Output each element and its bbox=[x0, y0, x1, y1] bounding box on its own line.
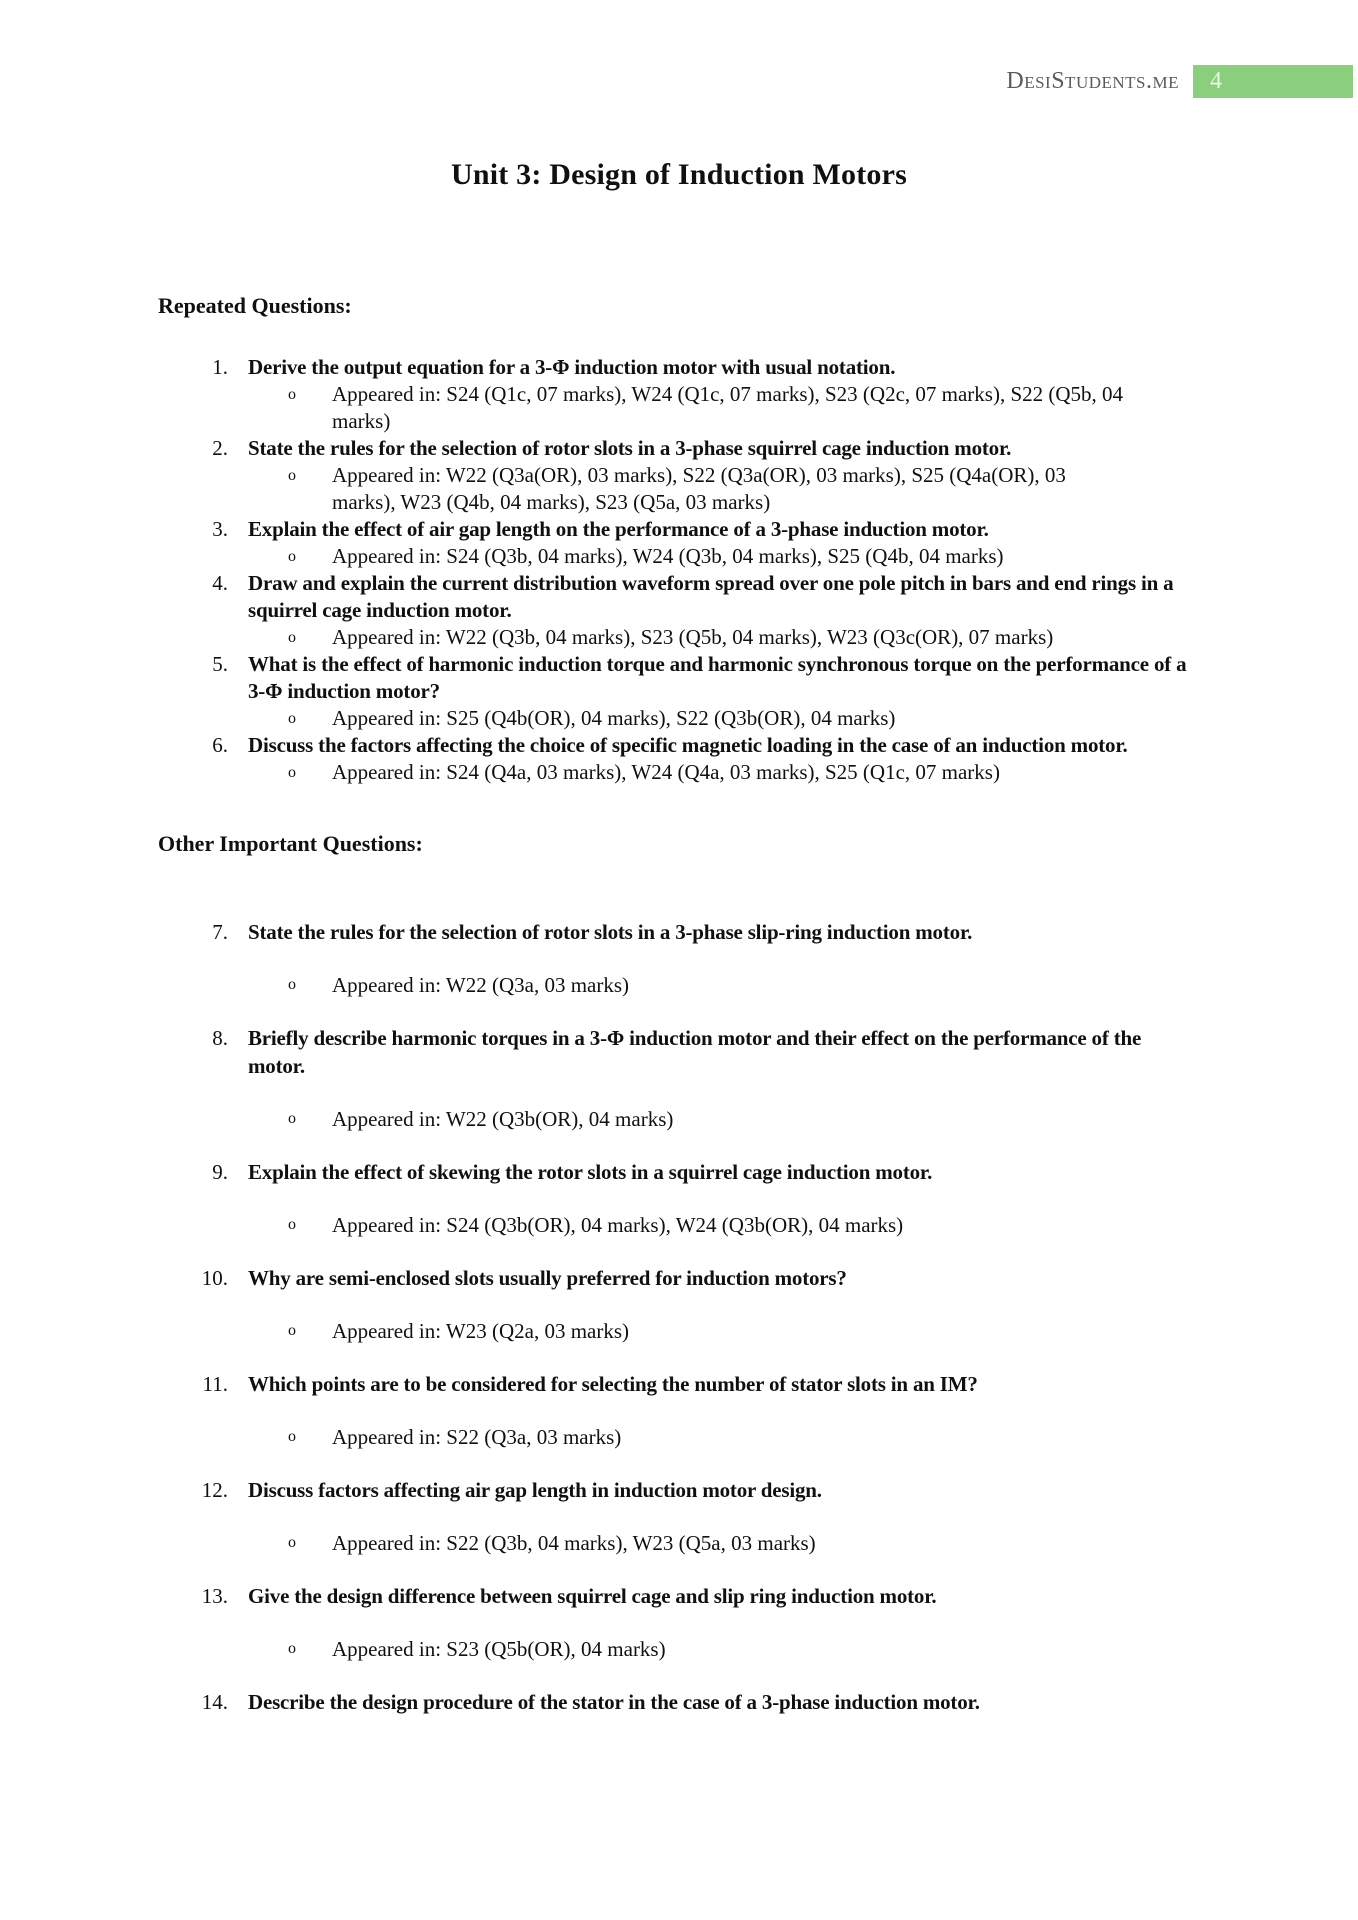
circle-bullet-icon: o bbox=[288, 1428, 296, 1445]
circle-bullet-icon: o bbox=[288, 1322, 296, 1339]
question-number: 6. bbox=[212, 733, 228, 757]
document-title: Unit 3: Design of Induction Motors bbox=[451, 158, 907, 191]
appeared-line bbox=[160, 1635, 1205, 1663]
appeared-line bbox=[160, 1211, 1205, 1239]
question-item-5 bbox=[160, 651, 1205, 732]
question-text: Describe the design procedure of the stator in the case of a 3-phase induction motor. bbox=[248, 1690, 980, 1714]
appeared-line bbox=[160, 462, 1205, 516]
question-item-6 bbox=[160, 732, 1205, 786]
circle-bullet-icon: o bbox=[288, 386, 296, 403]
circle-bullet-icon: o bbox=[288, 1110, 296, 1127]
question-text: Explain the effect of air gap length on the performance of a 3-phase induction motor. bbox=[248, 517, 989, 541]
question-text: Explain the effect of skewing the rotor slots in a squirrel cage induction motor. bbox=[248, 1160, 933, 1184]
question-item-1 bbox=[160, 354, 1205, 435]
circle-bullet-icon: o bbox=[288, 764, 296, 781]
appeared-line bbox=[160, 705, 1205, 732]
question-number: 4. bbox=[212, 571, 228, 595]
appeared-text: Appeared in: S25 (Q4b(OR), 04 marks), S22 (Q3b(OR), 04 marks) bbox=[332, 706, 896, 730]
question-number: 5. bbox=[212, 652, 228, 676]
question-text: Which points are to be considered for selecting the number of stator slots in an IM? bbox=[248, 1372, 978, 1396]
appeared-line bbox=[160, 759, 1205, 786]
question-item-9 bbox=[160, 1158, 1205, 1239]
question-item-4 bbox=[160, 570, 1205, 651]
question-item-2 bbox=[160, 435, 1205, 516]
appeared-line bbox=[160, 1105, 1205, 1133]
question-item-11 bbox=[160, 1370, 1205, 1451]
circle-bullet-icon: o bbox=[288, 629, 296, 646]
circle-bullet-icon: o bbox=[288, 548, 296, 565]
question-number: 12. bbox=[201, 1478, 228, 1502]
appeared-text: Appeared in: W23 (Q2a, 03 marks) bbox=[332, 1319, 630, 1343]
question-text: Discuss the factors affecting the choice of specific magnetic loading in the case of an induction motor. bbox=[248, 733, 1128, 757]
question-item-12 bbox=[160, 1476, 1205, 1557]
question-number: 11. bbox=[202, 1372, 228, 1396]
question-text: Briefly describe harmonic torques in a 3-Φ induction motor and their effect on the performance of the motor. bbox=[248, 1026, 1142, 1078]
question-text: Give the design difference between squirrel cage and slip ring induction motor. bbox=[248, 1584, 937, 1608]
appeared-text: Appeared in: S22 (Q3b, 04 marks), W23 (Q5a, 03 marks) bbox=[332, 1531, 816, 1555]
appeared-text: Appeared in: S24 (Q1c, 07 marks), W24 (Q1c, 07 marks), S23 (Q2c, 07 marks), S22 (Q5b, 04 marks) bbox=[332, 382, 1124, 433]
appeared-line bbox=[160, 971, 1205, 999]
question-text: Discuss factors affecting air gap length in induction motor design. bbox=[248, 1478, 822, 1502]
question-item-10 bbox=[160, 1264, 1205, 1345]
appeared-text: Appeared in: S24 (Q4a, 03 marks), W24 (Q4a, 03 marks), S25 (Q1c, 07 marks) bbox=[332, 760, 1000, 784]
appeared-text: Appeared in: S24 (Q3b(OR), 04 marks), W24 (Q3b(OR), 04 marks) bbox=[332, 1213, 904, 1237]
question-text: Derive the output equation for a 3-Φ induction motor with usual notation. bbox=[248, 355, 896, 379]
appeared-line bbox=[160, 381, 1205, 435]
appeared-text: Appeared in: S23 (Q5b(OR), 04 marks) bbox=[332, 1637, 666, 1661]
question-number: 9. bbox=[212, 1160, 228, 1184]
circle-bullet-icon: o bbox=[288, 1216, 296, 1233]
question-item-7 bbox=[160, 918, 1205, 999]
question-number: 2. bbox=[212, 436, 228, 460]
section-heading-other-important-questions: Other Important Questions: bbox=[158, 831, 423, 856]
question-item-8 bbox=[160, 1024, 1205, 1133]
circle-bullet-icon: o bbox=[288, 1534, 296, 1551]
question-number: 8. bbox=[212, 1026, 228, 1050]
question-number: 3. bbox=[212, 517, 228, 541]
question-text: State the rules for the selection of rotor slots in a 3-phase squirrel cage induction motor. bbox=[248, 436, 1012, 460]
circle-bullet-icon: o bbox=[288, 467, 296, 484]
question-number: 10. bbox=[201, 1266, 228, 1290]
appeared-text: Appeared in: S24 (Q3b, 04 marks), W24 (Q3b, 04 marks), S25 (Q4b, 04 marks) bbox=[332, 544, 1004, 568]
question-text: Draw and explain the current distribution waveform spread over one pole pitch in bars and end rings in a squirrel cage induction motor. bbox=[248, 571, 1174, 622]
question-item-14 bbox=[160, 1688, 1205, 1716]
repeated-questions-list bbox=[160, 354, 1205, 786]
appeared-line bbox=[160, 1317, 1205, 1345]
question-text: Why are semi-enclosed slots usually preferred for induction motors? bbox=[248, 1266, 847, 1290]
question-number: 7. bbox=[212, 920, 228, 944]
circle-bullet-icon: o bbox=[288, 1640, 296, 1657]
appeared-text: Appeared in: W22 (Q3b(OR), 04 marks) bbox=[332, 1107, 674, 1131]
question-item-3 bbox=[160, 516, 1205, 570]
question-number: 14. bbox=[201, 1690, 228, 1714]
circle-bullet-icon: o bbox=[288, 710, 296, 727]
question-item-13 bbox=[160, 1582, 1205, 1663]
appeared-line bbox=[160, 624, 1205, 651]
appeared-text: Appeared in: S22 (Q3a, 03 marks) bbox=[332, 1425, 622, 1449]
other-important-questions-list bbox=[160, 918, 1205, 1716]
appeared-text: Appeared in: W22 (Q3a(OR), 03 marks), S22 (Q3a(OR), 03 marks), S25 (Q4a(OR), 03 marks), W23 (Q4b, 04 marks), S23 (Q5a, 03 marks) bbox=[332, 463, 1066, 514]
circle-bullet-icon: o bbox=[288, 976, 296, 993]
question-text: State the rules for the selection of rotor slots in a 3-phase slip-ring induction motor. bbox=[248, 920, 973, 944]
appeared-line bbox=[160, 1423, 1205, 1451]
page-number: 4 bbox=[1210, 67, 1222, 94]
appeared-text: Appeared in: W22 (Q3a, 03 marks) bbox=[332, 973, 630, 997]
site-name: DesiStudents.me bbox=[1006, 68, 1179, 94]
question-text: What is the effect of harmonic induction torque and harmonic synchronous torque on the performance of a 3-Φ induction motor? bbox=[248, 652, 1187, 703]
appeared-line bbox=[160, 1529, 1205, 1557]
question-number: 1. bbox=[212, 355, 228, 379]
appeared-text: Appeared in: W22 (Q3b, 04 marks), S23 (Q5b, 04 marks), W23 (Q3c(OR), 07 marks) bbox=[332, 625, 1054, 649]
appeared-line bbox=[160, 543, 1205, 570]
question-number: 13. bbox=[201, 1584, 228, 1608]
section-heading-repeated-questions: Repeated Questions: bbox=[158, 293, 352, 318]
